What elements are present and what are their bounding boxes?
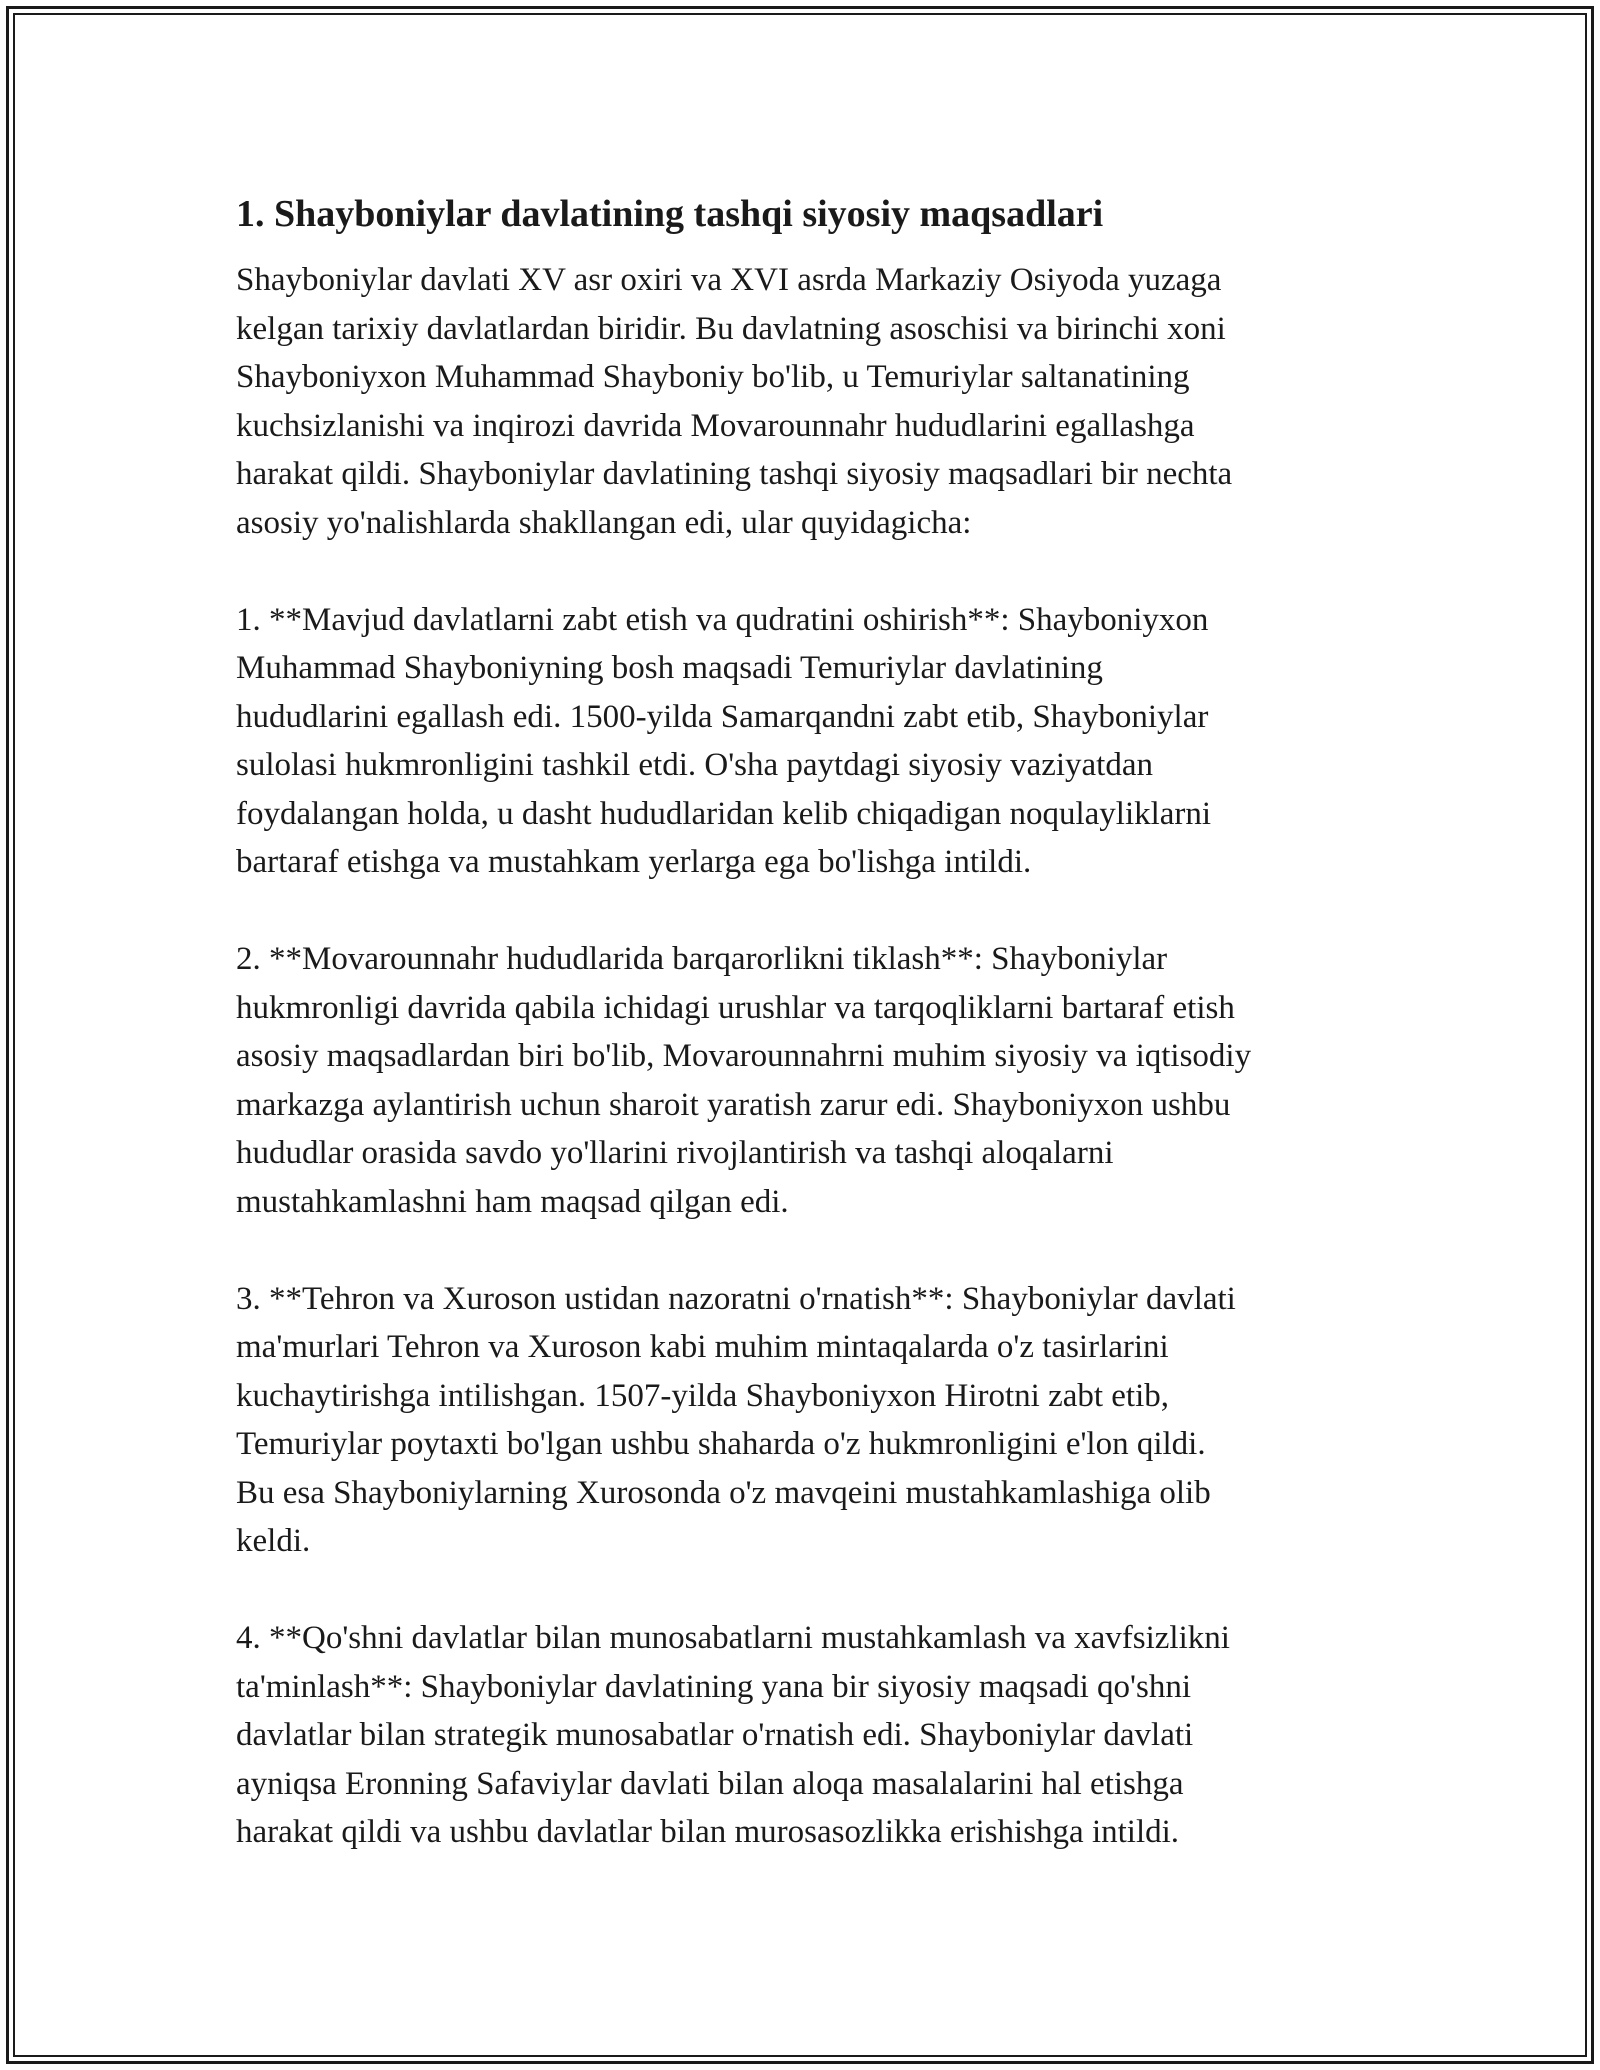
text-line: Shayboniylar davlati XV asr oxiri va XVI asrda Markaziy Osiyoda yuzaga — [236, 262, 1222, 298]
text-line: kuchaytirishga intilishgan. 1507-yilda Shayboniyxon Hirotni zabt etib, — [236, 1377, 1170, 1414]
text-line: Muhammad Shayboniyning bosh maqsadi Temuriylar davlatining — [236, 650, 1103, 686]
paragraph — [236, 1275, 1386, 1566]
text-line: Bu esa Shayboniylarning Xurosonda o'z mavqeini mustahkamlashiga olib — [236, 1474, 1211, 1511]
text-line: mustahkamlashni ham maqsad qilgan edi. — [236, 1183, 789, 1220]
text-line: asosiy maqsadlardan biri bo'lib, Movarounnahrni muhim siyosiy va iqtisodiy — [236, 1038, 1252, 1074]
text-line: 3. **Tehron va Xuroson ustidan nazoratni o'rnatish**: Shayboniylar davlati — [236, 1280, 1236, 1317]
text-line: markazga aylantirish uchun sharoit yaratish zarur edi. Shayboniyxon ushbu — [236, 1086, 1231, 1123]
document-body — [236, 186, 1386, 1905]
text-line: ayniqsa Eronning Safaviylar davlati bilan aloqa masalalarini hal etishga — [236, 1765, 1184, 1802]
text-line: 1. **Mavjud davlatlarni zabt etish va qudratini oshirish**: Shayboniyxon — [236, 601, 1209, 638]
text-line: Temuriylar poytaxti bo'lgan ushbu shaharda o'z hukmronligini e'lon qildi. — [236, 1426, 1206, 1462]
text-line: bartaraf etishga va mustahkam yerlarga ega bo'lishga intildi. — [236, 844, 1032, 880]
text-line: harakat qildi. Shayboniylar davlatining tashqi siyosiy maqsadlari bir nechta — [236, 456, 1233, 492]
text-line: 2. **Movarounnahr hududlarida barqarorlikni tiklash**: Shayboniylar — [236, 941, 1168, 977]
text-line: ta'minlash**: Shayboniylar davlatining yana bir siyosiy maqsadi qo'shni — [236, 1668, 1192, 1705]
paragraph — [236, 256, 1386, 547]
text-line: kuchsizlanishi va inqirozi davrida Movarounnahr hududlarini egallashga — [236, 407, 1195, 444]
paragraph-list — [236, 256, 1386, 1857]
paragraph — [236, 596, 1386, 887]
text-line: sulolasi hukmronligini tashkil etdi. O'sha paytdagi siyosiy vaziyatdan — [236, 747, 1153, 783]
text-line: Shayboniyxon Muhammad Shayboniy bo'lib, u Temuriylar saltanatining — [236, 359, 1190, 395]
text-line: keldi. — [236, 1523, 311, 1559]
text-line: hududlarini egallash edi. 1500-yilda Samarqandni zabt etib, Shayboniylar — [236, 698, 1209, 735]
text-line: asosiy yo'nalishlarda shakllangan edi, ular quyidagicha: — [236, 504, 972, 541]
text-line: hududlar orasida savdo yo'llarini rivojlantirish va tashqi aloqalarni — [236, 1135, 1114, 1171]
text-line: davlatlar bilan strategik munosabatlar o'rnatish edi. Shayboniylar davlati — [236, 1717, 1194, 1753]
text-line: hukmronligi davrida qabila ichidagi urushlar va tarqoqliklarni bartaraf etish — [236, 989, 1235, 1026]
text-line: harakat qildi va ushbu davlatlar bilan murosasozlikka erishishga intildi. — [236, 1814, 1180, 1850]
text-line: ma'murlari Tehron va Xuroson kabi muhim mintaqalarda o'z tasirlarini — [236, 1329, 1169, 1365]
document-heading: 1. Shayboniylar davlatining tashqi siyosiy maqsadlari — [236, 193, 1104, 235]
text-line: foydalangan holda, u dasht hududlaridan kelib chiqadigan noqulayliklarni — [236, 795, 1212, 832]
paragraph — [236, 1614, 1386, 1857]
paragraph — [236, 935, 1386, 1226]
text-line: kelgan tarixiy davlatlardan biridir. Bu davlatning asoschisi va birinchi xoni — [236, 310, 1226, 347]
text-line: 4. **Qo'shni davlatlar bilan munosabatlarni mustahkamlash va xavfsizlikni — [236, 1620, 1230, 1656]
